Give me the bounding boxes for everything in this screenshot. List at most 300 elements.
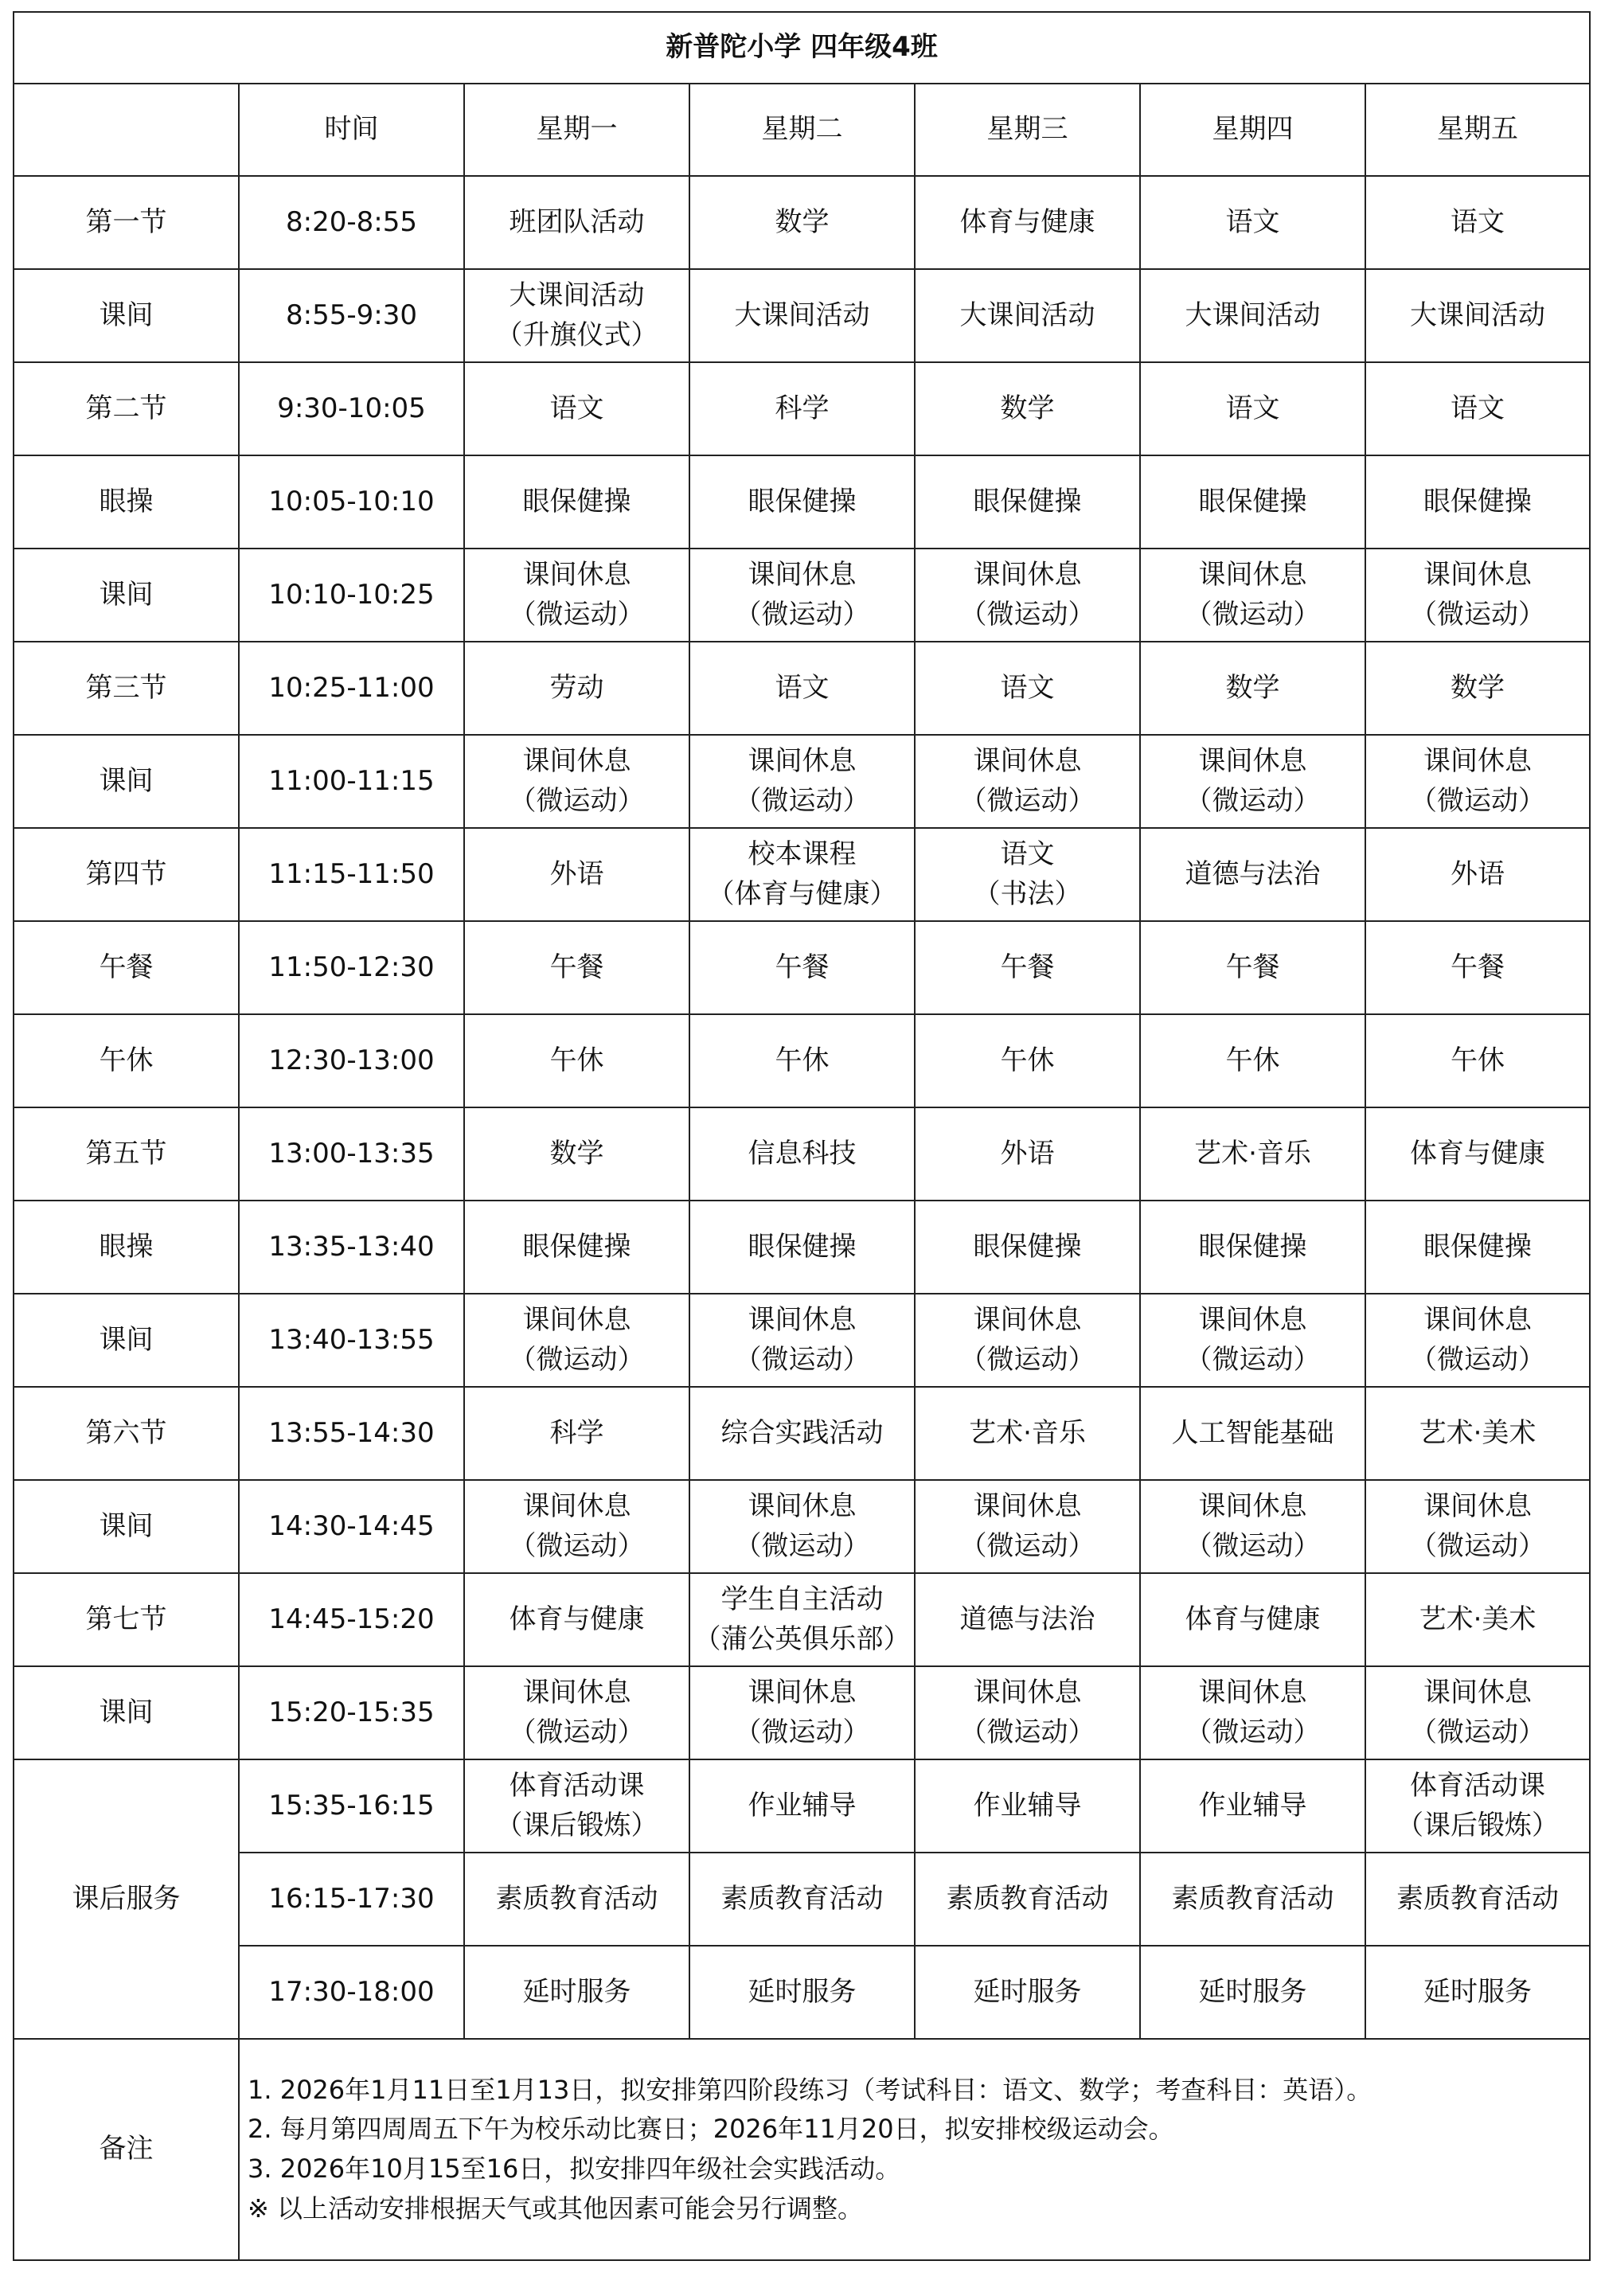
period-time: 13:35-13:40	[239, 1201, 464, 1294]
period-row	[14, 642, 1590, 735]
schedule-cell-line: 艺术·音乐	[969, 1416, 1086, 1449]
schedule-cell-line: 语文	[1225, 205, 1280, 238]
period-row	[14, 549, 1590, 642]
notes-content	[239, 2039, 1590, 2260]
schedule-cell-line: （微运动）	[734, 598, 870, 631]
period-label: 午休	[14, 1014, 239, 1107]
schedule-cell-line: 午餐	[549, 951, 604, 983]
header-time: 时间	[239, 84, 464, 176]
schedule-cell	[689, 1573, 915, 1666]
schedule-cell-line: （微运动）	[509, 1716, 645, 1748]
schedule-cell-line: 课间休息	[1198, 1304, 1307, 1337]
schedule-cell-line: 课间休息	[748, 1677, 857, 1709]
period-label: 课间	[14, 1480, 239, 1573]
schedule-cell-line: （微运动）	[959, 784, 1095, 817]
schedule-cell	[1365, 1480, 1590, 1573]
schedule-cell-line: 科学	[549, 1416, 604, 1449]
schedule-cell	[689, 1107, 915, 1201]
schedule-cell	[464, 1294, 689, 1387]
schedule-cell-line: 课间休息	[1423, 559, 1533, 592]
schedule-cell	[689, 1759, 915, 1853]
schedule-cell-line: （课后锻炼）	[1396, 1809, 1560, 1841]
schedule-cell-line: 延时服务	[973, 1975, 1082, 2008]
period-row	[14, 455, 1590, 549]
period-row	[14, 1666, 1590, 1759]
schedule-cell	[1365, 176, 1590, 269]
schedule-cell-line: 大课间活动	[1410, 299, 1546, 331]
notes-row	[14, 2039, 1590, 2260]
period-time: 13:00-13:35	[239, 1107, 464, 1201]
schedule-cell-line: （微运动）	[959, 1716, 1095, 1748]
schedule-cell	[464, 549, 689, 642]
schedule-cell-line: 眼保健操	[1423, 1230, 1533, 1263]
period-row	[14, 1107, 1590, 1201]
schedule-cell	[1365, 642, 1590, 735]
period-row	[14, 1387, 1590, 1480]
schedule-cell-line: 素质教育活动	[1171, 1882, 1334, 1915]
schedule-cell-line: 午餐	[1000, 951, 1055, 983]
schedule-cell-line: （升旗仪式）	[495, 318, 658, 351]
schedule-cell	[689, 642, 915, 735]
schedule-cell	[689, 1853, 915, 1946]
schedule-cell-line: 午休	[1000, 1044, 1055, 1076]
schedule-cell	[689, 269, 915, 362]
schedule-cell	[915, 1759, 1140, 1853]
schedule-cell	[689, 1201, 915, 1294]
title-row	[14, 12, 1590, 84]
period-label: 第二节	[14, 362, 239, 455]
schedule-cell	[464, 1759, 689, 1853]
schedule-cell-line: 语文	[1000, 838, 1055, 871]
schedule-cell-line: 外语	[1000, 1137, 1055, 1169]
schedule-cell-line: （微运动）	[1410, 1529, 1546, 1562]
schedule-cell-line: 信息科技	[748, 1137, 857, 1169]
schedule-cell	[464, 1853, 689, 1946]
schedule-cell-line: 道德与法治	[1185, 857, 1321, 890]
schedule-cell-line: 课间休息	[522, 745, 631, 778]
period-label: 第三节	[14, 642, 239, 735]
schedule-cell	[1140, 1014, 1365, 1107]
schedule-cell-line: 午餐	[775, 951, 830, 983]
schedule-cell-line: 数学	[1451, 671, 1505, 704]
period-row	[14, 176, 1590, 269]
period-time: 10:10-10:25	[239, 549, 464, 642]
schedule-cell	[915, 269, 1140, 362]
schedule-cell-line: 体育与健康	[1185, 1603, 1321, 1635]
schedule-cell-line: 素质教育活动	[720, 1882, 884, 1915]
schedule-cell-line: 延时服务	[1423, 1975, 1533, 2008]
schedule-cell-line: 体育与健康	[509, 1603, 645, 1635]
timetable-container	[13, 11, 1589, 2261]
schedule-cell	[915, 1946, 1140, 2039]
schedule-cell-line: 语文	[775, 671, 830, 704]
schedule-cell-line: 课间休息	[1423, 745, 1533, 778]
period-time: 15:20-15:35	[239, 1666, 464, 1759]
schedule-cell	[689, 1294, 915, 1387]
schedule-cell-line: （微运动）	[1185, 784, 1321, 817]
schedule-cell	[915, 1666, 1140, 1759]
schedule-cell-line: 课间休息	[1198, 559, 1307, 592]
schedule-cell-line: 课间休息	[1198, 745, 1307, 778]
schedule-cell-line: 眼保健操	[522, 1230, 631, 1263]
schedule-cell	[1365, 1014, 1590, 1107]
period-label: 眼操	[14, 1201, 239, 1294]
notes-label: 备注	[14, 2039, 239, 2260]
schedule-cell	[464, 1107, 689, 1201]
schedule-cell	[915, 921, 1140, 1014]
schedule-cell-line: 午休	[1451, 1044, 1505, 1076]
schedule-cell-line: 午休	[549, 1044, 604, 1076]
period-row	[14, 362, 1590, 455]
period-time: 11:50-12:30	[239, 921, 464, 1014]
schedule-cell-line: 体育与健康	[1410, 1137, 1546, 1169]
schedule-cell-line: 校本课程	[748, 838, 857, 871]
schedule-cell	[1365, 921, 1590, 1014]
schedule-cell-line: 道德与法治	[959, 1603, 1095, 1635]
period-time: 8:55-9:30	[239, 269, 464, 362]
schedule-cell	[1140, 1201, 1365, 1294]
schedule-cell	[915, 1201, 1140, 1294]
schedule-cell	[1140, 176, 1365, 269]
schedule-cell-line: 语文	[1451, 205, 1505, 238]
period-time: 17:30-18:00	[239, 1946, 464, 2039]
schedule-cell	[689, 1946, 915, 2039]
period-time: 14:30-14:45	[239, 1480, 464, 1573]
schedule-cell-line: （微运动）	[1410, 1343, 1546, 1376]
schedule-cell-line: 眼保健操	[522, 485, 631, 517]
schedule-cell-line: 作业辅导	[973, 1789, 1082, 1822]
schedule-cell-line: 数学	[775, 205, 830, 238]
schedule-cell	[1140, 1853, 1365, 1946]
schedule-cell-line: 课间休息	[973, 745, 1082, 778]
schedule-cell-line: 午休	[1225, 1044, 1280, 1076]
schedule-cell-line: （微运动）	[1185, 1716, 1321, 1748]
period-time: 14:45-15:20	[239, 1573, 464, 1666]
schedule-cell	[464, 1480, 689, 1573]
schedule-cell-line: 体育与健康	[959, 205, 1095, 238]
schedule-cell-line: （微运动）	[1410, 598, 1546, 631]
schedule-cell-line: 语文	[1225, 392, 1280, 424]
schedule-cell-line: （微运动）	[1185, 598, 1321, 631]
timetable-body	[14, 12, 1590, 2260]
period-label: 午餐	[14, 921, 239, 1014]
after-school-row	[14, 1759, 1590, 1853]
period-row	[14, 735, 1590, 828]
schedule-cell-line: （微运动）	[959, 1343, 1095, 1376]
schedule-cell-line: （书法）	[973, 877, 1082, 910]
schedule-cell	[1365, 269, 1590, 362]
schedule-cell-line: 素质教育活动	[1396, 1882, 1560, 1915]
schedule-cell-line: （微运动）	[509, 1529, 645, 1562]
schedule-cell	[464, 1387, 689, 1480]
schedule-cell-line: （课后锻炼）	[495, 1809, 658, 1841]
schedule-cell-line: 午餐	[1451, 951, 1505, 983]
period-label: 第七节	[14, 1573, 239, 1666]
schedule-cell	[915, 828, 1140, 921]
schedule-cell-line: 劳动	[549, 671, 604, 704]
schedule-cell	[464, 269, 689, 362]
schedule-cell	[1140, 1573, 1365, 1666]
schedule-cell-line: 体育活动课	[1410, 1770, 1546, 1802]
schedule-cell-line: 素质教育活动	[495, 1882, 658, 1915]
schedule-cell-line: （微运动）	[959, 1529, 1095, 1562]
schedule-cell	[464, 828, 689, 921]
schedule-cell	[689, 176, 915, 269]
schedule-cell-line: 课间休息	[748, 559, 857, 592]
period-row	[14, 1480, 1590, 1573]
schedule-cell	[915, 1294, 1140, 1387]
schedule-cell-line: 眼保健操	[1423, 485, 1533, 517]
header-day-thu: 星期四	[1140, 84, 1365, 176]
schedule-cell	[464, 1014, 689, 1107]
schedule-cell	[464, 1946, 689, 2039]
schedule-cell	[464, 1666, 689, 1759]
schedule-cell-line: 课间休息	[522, 559, 631, 592]
period-label: 眼操	[14, 455, 239, 549]
schedule-cell-line: 语文	[549, 392, 604, 424]
schedule-cell	[689, 362, 915, 455]
schedule-cell	[1140, 1107, 1365, 1201]
period-row	[14, 828, 1590, 921]
schedule-cell-line: 眼保健操	[1198, 1230, 1307, 1263]
schedule-cell	[1140, 735, 1365, 828]
header-day-tue: 星期二	[689, 84, 915, 176]
period-time: 11:15-11:50	[239, 828, 464, 921]
schedule-cell-line: 大课间活动	[509, 279, 645, 312]
schedule-cell-line: 班团队活动	[509, 205, 645, 238]
schedule-cell	[1140, 642, 1365, 735]
schedule-cell-line: 课间休息	[1423, 1677, 1533, 1709]
schedule-cell	[915, 455, 1140, 549]
schedule-cell	[1365, 1107, 1590, 1201]
schedule-cell	[689, 1014, 915, 1107]
period-label: 第五节	[14, 1107, 239, 1201]
period-row	[14, 269, 1590, 362]
period-label: 课间	[14, 549, 239, 642]
schedule-cell	[689, 1387, 915, 1480]
schedule-cell	[915, 176, 1140, 269]
schedule-cell	[915, 642, 1140, 735]
schedule-cell-line: 课间休息	[1198, 1490, 1307, 1523]
schedule-cell-line: 午休	[775, 1044, 830, 1076]
schedule-cell-line: 课间休息	[1423, 1304, 1533, 1337]
period-label: 第一节	[14, 176, 239, 269]
schedule-cell	[464, 921, 689, 1014]
note-line: 2. 每月第四周周五下午为校乐动比赛日；2026年11月20日，拟安排校级运动会。	[248, 2114, 1174, 2145]
schedule-cell	[1140, 1666, 1365, 1759]
schedule-cell-line: 课间休息	[973, 559, 1082, 592]
schedule-cell	[1140, 549, 1365, 642]
schedule-cell	[689, 921, 915, 1014]
period-label: 课间	[14, 735, 239, 828]
timetable	[13, 11, 1591, 2261]
schedule-cell	[915, 1107, 1140, 1201]
after-school-row	[14, 1853, 1590, 1946]
schedule-cell	[1365, 828, 1590, 921]
schedule-cell-line: 艺术·音乐	[1194, 1137, 1311, 1169]
schedule-cell-line: 艺术·美术	[1419, 1603, 1536, 1635]
period-label: 第六节	[14, 1387, 239, 1480]
schedule-cell	[1140, 455, 1365, 549]
schedule-cell	[1140, 1294, 1365, 1387]
note-line: 3. 2026年10月15至16日，拟安排四年级社会实践活动。	[248, 2153, 901, 2184]
schedule-cell	[915, 549, 1140, 642]
schedule-cell	[1140, 1387, 1365, 1480]
period-time: 12:30-13:00	[239, 1014, 464, 1107]
schedule-cell	[464, 642, 689, 735]
schedule-cell-line: （微运动）	[734, 1716, 870, 1748]
period-label: 课间	[14, 269, 239, 362]
schedule-cell	[1365, 1294, 1590, 1387]
period-row	[14, 1573, 1590, 1666]
schedule-cell-line: 大课间活动	[959, 299, 1095, 331]
schedule-cell-line: 眼保健操	[973, 1230, 1082, 1263]
period-label: 第四节	[14, 828, 239, 921]
header-row	[14, 84, 1590, 176]
schedule-cell-line: 眼保健操	[973, 485, 1082, 517]
schedule-cell	[689, 1666, 915, 1759]
schedule-cell	[1365, 1201, 1590, 1294]
period-label: 课间	[14, 1294, 239, 1387]
schedule-cell-line: 语文	[1000, 671, 1055, 704]
schedule-cell-line: （微运动）	[959, 598, 1095, 631]
schedule-cell	[464, 1201, 689, 1294]
period-time: 8:20-8:55	[239, 176, 464, 269]
schedule-cell	[915, 1853, 1140, 1946]
period-row	[14, 1201, 1590, 1294]
header-blank-cell	[14, 84, 239, 176]
schedule-cell	[915, 362, 1140, 455]
schedule-cell-line: 延时服务	[522, 1975, 631, 2008]
schedule-cell-line: 课间休息	[973, 1677, 1082, 1709]
schedule-cell	[1365, 549, 1590, 642]
schedule-cell-line: 外语	[1451, 857, 1505, 890]
period-label: 课间	[14, 1666, 239, 1759]
schedule-cell-line: 眼保健操	[1198, 485, 1307, 517]
schedule-cell	[915, 1573, 1140, 1666]
schedule-cell-line: 体育活动课	[509, 1770, 645, 1802]
page-title: 新普陀小学 四年级4班	[14, 12, 1590, 84]
schedule-cell	[1365, 1759, 1590, 1853]
note-line: ※ 以上活动安排根据天气或其他因素可能会另行调整。	[248, 2193, 863, 2224]
schedule-cell	[1365, 1946, 1590, 2039]
schedule-cell-line: 课间休息	[522, 1677, 631, 1709]
period-time: 11:00-11:15	[239, 735, 464, 828]
schedule-cell	[689, 455, 915, 549]
schedule-cell	[1140, 1480, 1365, 1573]
schedule-cell-line: 大课间活动	[734, 299, 870, 331]
schedule-cell-line: 课间休息	[1198, 1677, 1307, 1709]
schedule-cell-line: 延时服务	[748, 1975, 857, 2008]
schedule-cell	[464, 735, 689, 828]
schedule-cell-line: （微运动）	[509, 1343, 645, 1376]
header-day-mon: 星期一	[464, 84, 689, 176]
schedule-cell-line: 外语	[549, 857, 604, 890]
schedule-cell	[915, 1387, 1140, 1480]
period-time: 13:55-14:30	[239, 1387, 464, 1480]
period-time: 15:35-16:15	[239, 1759, 464, 1853]
schedule-cell	[689, 549, 915, 642]
schedule-cell-line: 课间休息	[973, 1304, 1082, 1337]
schedule-cell	[1140, 1759, 1365, 1853]
schedule-cell-line: 艺术·美术	[1419, 1416, 1536, 1449]
schedule-cell-line: 作业辅导	[1198, 1789, 1307, 1822]
period-row	[14, 1294, 1590, 1387]
schedule-cell-line: 午餐	[1225, 951, 1280, 983]
period-row	[14, 921, 1590, 1014]
schedule-cell-line: 课间休息	[1423, 1490, 1533, 1523]
after-school-row	[14, 1946, 1590, 2039]
schedule-cell	[1365, 1573, 1590, 1666]
schedule-cell-line: （微运动）	[1410, 784, 1546, 817]
note-line: 1. 2026年1月11日至1月13日，拟安排第四阶段练习（考试科目：语文、数学；考查科目：英语）。	[248, 2074, 1372, 2105]
period-time: 10:25-11:00	[239, 642, 464, 735]
schedule-cell-line: 学生自主活动	[720, 1583, 884, 1616]
schedule-cell-line: （微运动）	[734, 1343, 870, 1376]
schedule-cell-line: 数学	[1000, 392, 1055, 424]
header-day-fri: 星期五	[1365, 84, 1590, 176]
schedule-cell-line: 眼保健操	[748, 1230, 857, 1263]
schedule-cell-line: 课间休息	[748, 1304, 857, 1337]
schedule-cell-line: 课间休息	[973, 1490, 1082, 1523]
after-school-label: 课后服务	[14, 1759, 239, 2039]
schedule-cell	[1365, 455, 1590, 549]
schedule-cell-line: 数学	[1225, 671, 1280, 704]
schedule-cell	[1140, 269, 1365, 362]
period-time: 9:30-10:05	[239, 362, 464, 455]
schedule-cell-line: 素质教育活动	[946, 1882, 1109, 1915]
schedule-cell-line: 语文	[1451, 392, 1505, 424]
schedule-cell	[915, 735, 1140, 828]
schedule-cell	[464, 176, 689, 269]
schedule-cell-line: （微运动）	[734, 784, 870, 817]
schedule-cell-line: （微运动）	[509, 598, 645, 631]
schedule-cell	[1365, 1387, 1590, 1480]
schedule-cell	[464, 455, 689, 549]
schedule-cell	[689, 1480, 915, 1573]
schedule-cell-line: 课间休息	[522, 1304, 631, 1337]
schedule-cell	[1365, 1853, 1590, 1946]
period-time: 13:40-13:55	[239, 1294, 464, 1387]
schedule-cell-line: 课间休息	[522, 1490, 631, 1523]
schedule-cell-line: 课间休息	[748, 745, 857, 778]
schedule-cell	[1140, 362, 1365, 455]
schedule-cell-line: 人工智能基础	[1171, 1416, 1334, 1449]
schedule-cell	[915, 1480, 1140, 1573]
schedule-cell-line: （蒲公英俱乐部）	[693, 1622, 911, 1655]
header-day-wed: 星期三	[915, 84, 1140, 176]
schedule-cell	[689, 828, 915, 921]
schedule-cell-line: （微运动）	[1185, 1343, 1321, 1376]
schedule-cell-line: 综合实践活动	[720, 1416, 884, 1449]
schedule-cell-line: 作业辅导	[748, 1789, 857, 1822]
schedule-cell	[1365, 1666, 1590, 1759]
schedule-cell-line: 大课间活动	[1185, 299, 1321, 331]
period-time: 16:15-17:30	[239, 1853, 464, 1946]
schedule-cell-line: 数学	[549, 1137, 604, 1169]
schedule-cell-line: （微运动）	[509, 784, 645, 817]
schedule-cell-line: 科学	[775, 392, 830, 424]
schedule-cell-line: （微运动）	[1410, 1716, 1546, 1748]
schedule-cell	[1365, 362, 1590, 455]
period-time: 10:05-10:10	[239, 455, 464, 549]
schedule-cell	[1365, 735, 1590, 828]
schedule-cell-line: （微运动）	[1185, 1529, 1321, 1562]
schedule-cell	[464, 362, 689, 455]
schedule-cell-line: 眼保健操	[748, 485, 857, 517]
schedule-cell	[464, 1573, 689, 1666]
schedule-cell	[1140, 1946, 1365, 2039]
